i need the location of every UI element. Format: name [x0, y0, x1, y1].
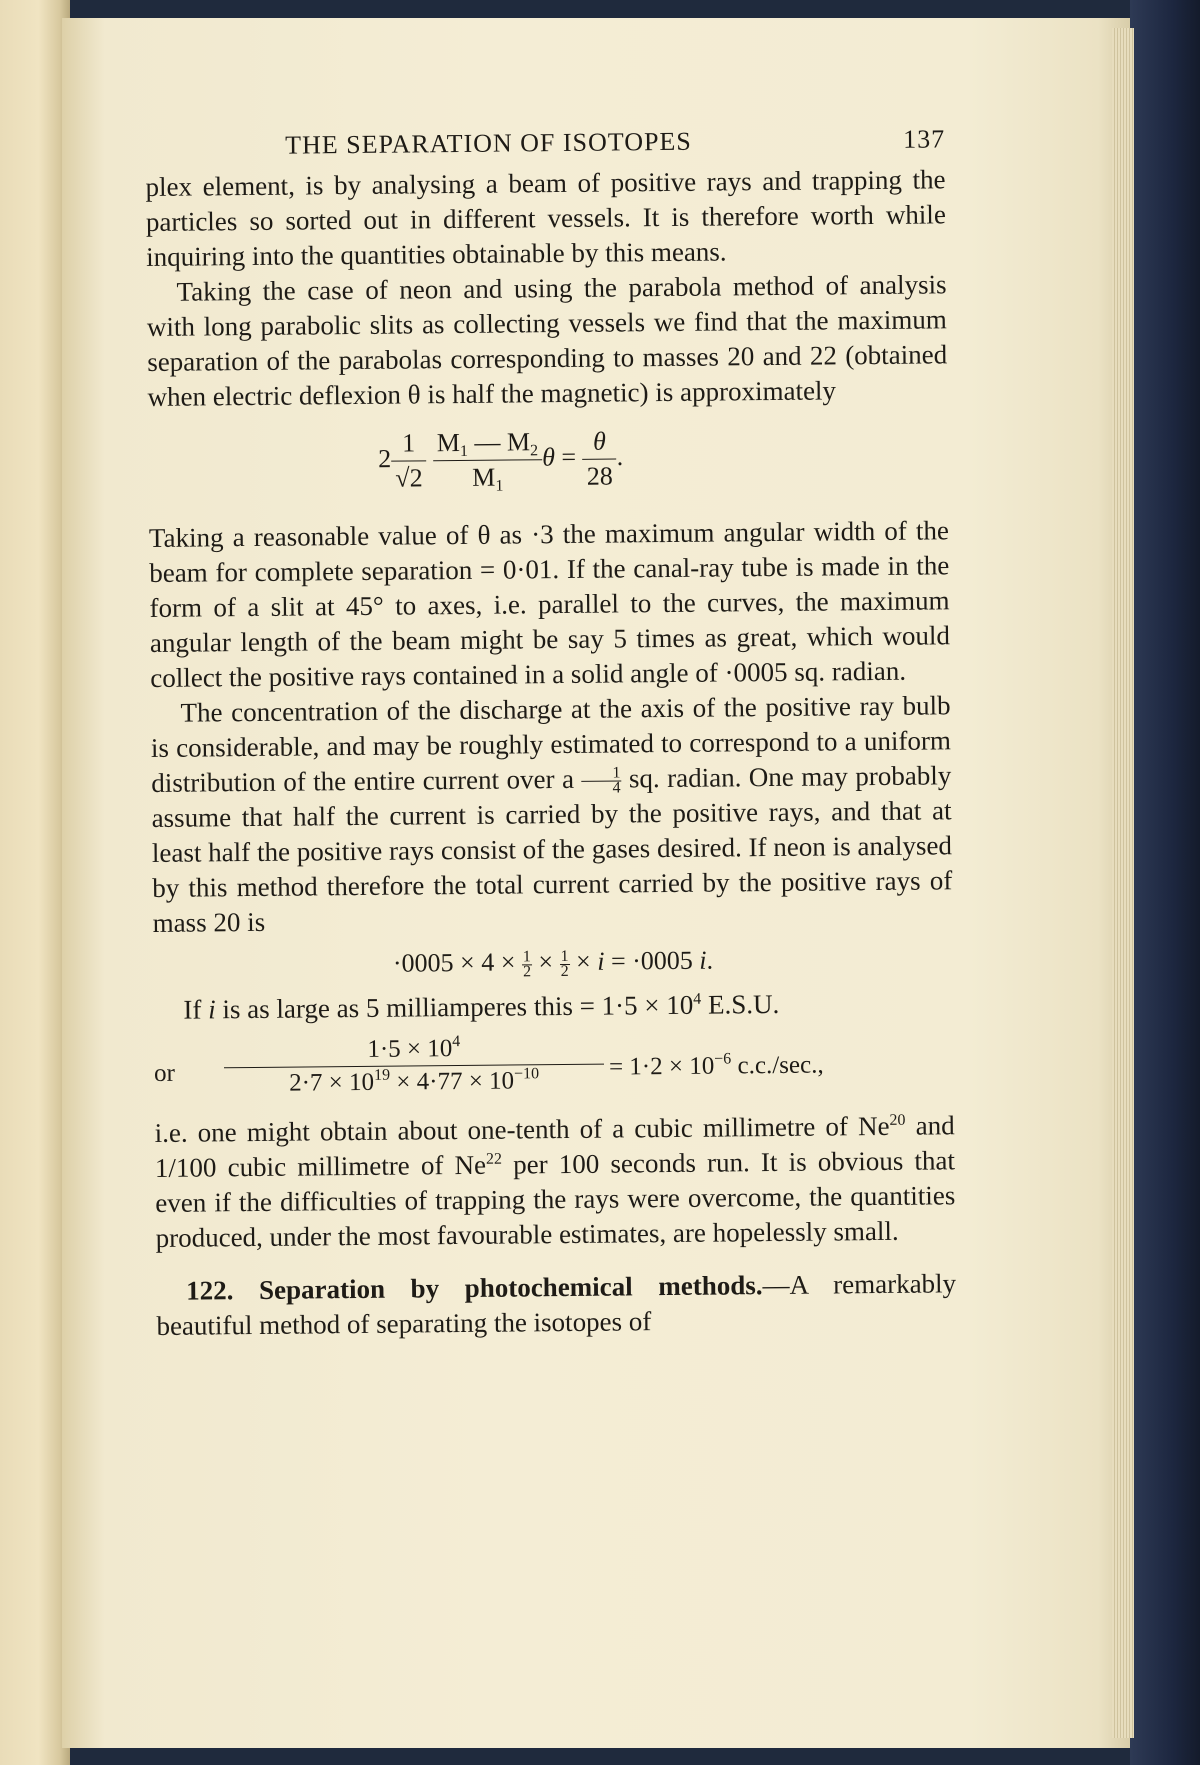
paragraph-6: i.e. one might obtain about one-tenth of a cubic millimetre of Ne$^{20}$ and 1/100 cubic millimetre of Ne$^{22}$ per 100 seconds run. It is obvious that even if the difficulties of trapping the rays were overcome, the quantities produced, under the most favourable estimates, are hopelessly small.	[154, 1109, 956, 1253]
equation-current: ·0005 × 4 × $\frac{1}{2}$ × $\frac{1}{2}$ × i = ·0005 i.	[392, 945, 714, 980]
equation-volume	[154, 1030, 955, 1110]
eq3-fraction: $\frac{1\cdot 5 \times 10^4}{2\cdot 7 \times 10^{19} \times 4\cdot 77 \times 10^{-10}}$	[224, 1033, 605, 1098]
fraction-one-quarter: $\frac{1}{4}$	[581, 767, 621, 796]
eq3-or: or	[153, 1059, 176, 1087]
eq2-fraction-half-2: $\frac{1}{2}$	[560, 947, 569, 980]
eq1-fraction-2: $\frac{M_1 — M_2}{M_1}$	[433, 427, 543, 493]
equation-separation	[148, 423, 949, 505]
eq1-lead: 2	[378, 444, 392, 474]
eq1-end: .	[616, 441, 624, 471]
paragraph-1: plex element, is by analysing a beam of positive rays and trapping the particles so sorted out in different vessels. It is therefore worth while inquiring into the quantities obtainable by this means.	[145, 164, 946, 272]
running-title: THE SEPARATION OF ISOTOPES	[285, 126, 692, 160]
eq1-fraction-3: $\frac{\theta}{28}$	[582, 426, 617, 491]
paragraph-3: Taking a reasonable value of θ as ·3 the maximum angular width of the beam for complete separation = 0·01. If the canal-ray tube is made in the form of a slit at 45° to axes, i.e. parallel to the curves, the maximum angular length of the beam might be say 5 times as great, which would collect the positive rays contained in a solid angle of ·0005 sq. radian.	[148, 515, 951, 693]
page-text-block	[145, 122, 957, 1343]
book-cover-edge	[1130, 0, 1200, 1765]
eq2-fraction-half-1: $\frac{1}{2}$	[522, 947, 532, 980]
section-heading: 122. Separation by photochemical methods.	[185, 1269, 763, 1306]
eq1-fraction-1: $\frac{1}{√2}$	[391, 428, 427, 493]
page-number: 137	[902, 124, 946, 154]
paragraph-5: If i is as large as 5 milliamperes this = $1\cdot 5 \times 10^4$ E.S.U.	[183, 988, 780, 1025]
eq1-theta: θ	[542, 442, 556, 472]
eq1-equals: =	[561, 442, 583, 472]
paragraph-2: Taking the case of neon and using the parabola method of analysis with long parabolic slits as collecting vessels we find that the maximum separation of the parabolas corresponding to masses 20 and 22 (obtained when electric deflexion θ is half the magnetic) is approximately	[146, 269, 948, 412]
eq3-result: = $1\cdot 2 \times 10^{-6}$ c.c./sec.,	[608, 1049, 824, 1081]
previous-page-edge	[0, 0, 70, 1765]
paragraph-7: 122. Separation by photochemical methods.—A remarkably beautiful method of separating the isotopes of	[156, 1267, 957, 1341]
paragraph-4: The concentration of the discharge at the axis of the positive ray bulb is considerable, and may be roughly estimated to correspond to a uniform distribution of the entire current over a $\frac{1}{4}$ sq. radian. One may probably assume that half the current is carried by the positive rays, and that at least half the positive rays consist of the gases desired. If neon is analysed by this method therefore the total current carried by the positive rays of mass 20 is	[150, 690, 953, 938]
page-stack-edges	[1112, 28, 1134, 1738]
page-header	[145, 122, 945, 170]
